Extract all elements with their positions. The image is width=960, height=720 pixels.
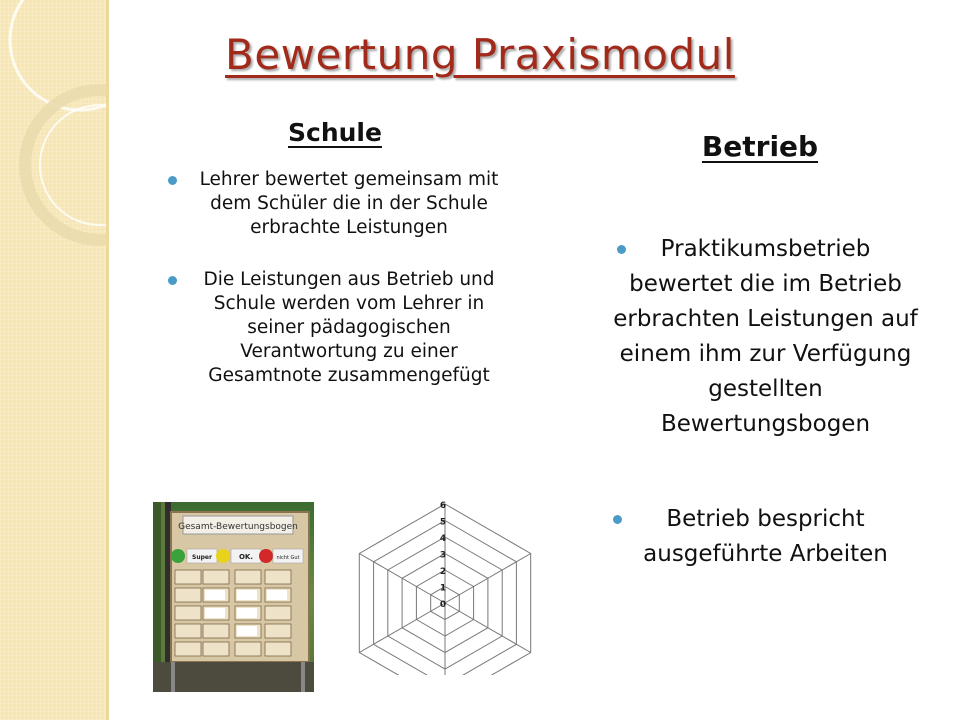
bullet-dot-icon <box>168 276 177 285</box>
radar-tick-label: 4 <box>439 534 447 544</box>
sidebar-circles <box>0 0 106 720</box>
betrieb-bullet-2 <box>595 502 930 572</box>
rating-ok-text: OK. <box>238 553 254 561</box>
radar-evaluation-grid <box>355 490 555 675</box>
schule-bullet-list <box>160 168 520 388</box>
rating-super-text: Super <box>192 554 212 561</box>
betrieb-bullet-1 <box>595 232 930 442</box>
bullet-dot-icon <box>613 515 622 524</box>
schule-bullet-2 <box>160 268 520 388</box>
radar-tick-label: 2 <box>439 567 447 577</box>
board-title-text: Gesamt-Bewertungsbogen <box>178 522 298 532</box>
betrieb-bullet-1-text: Praktikumsbetrieb bewertet die im Betrieb erbrachten Leistungen auf einem ihm zur Verfügung gestellten Bewertungsbogen <box>613 236 918 437</box>
schule-bullet-2-text: Die Leistungen aus Betrieb und Schule werden vom Lehrer in seiner pädagogischen Verantwortung zu einer Gesamtnote zusammengefügt <box>203 269 495 386</box>
betrieb-heading: Betrieb <box>701 130 819 163</box>
schule-bullet-1-text: Lehrer bewertet gemeinsam mit dem Schüler die in der Schule erbrachte Leistungen <box>199 169 499 238</box>
bullet-dot-icon <box>617 245 626 254</box>
radar-tick-label: 5 <box>439 517 447 528</box>
radar-tick-label: 1 <box>439 583 447 594</box>
evaluation-board-photo <box>153 502 314 692</box>
betrieb-bullet-2-text: Betrieb bespricht ausgeführte Arbeiten <box>643 506 888 567</box>
rating-nicht-gut-text: nicht Gut <box>276 555 300 561</box>
betrieb-bullet-list <box>595 232 930 572</box>
decorative-sidebar <box>0 0 109 720</box>
slide-title: Bewertung Praxismodul <box>225 30 735 79</box>
bullet-dot-icon <box>168 176 177 185</box>
schule-bullet-1 <box>160 168 520 240</box>
schule-heading: Schule <box>288 118 382 147</box>
evaluation-board-picture <box>153 502 314 692</box>
radar-tick-label: 0 <box>439 600 447 610</box>
radar-tick-label: 3 <box>439 550 447 561</box>
radar-tick-label: 6 <box>439 501 447 511</box>
